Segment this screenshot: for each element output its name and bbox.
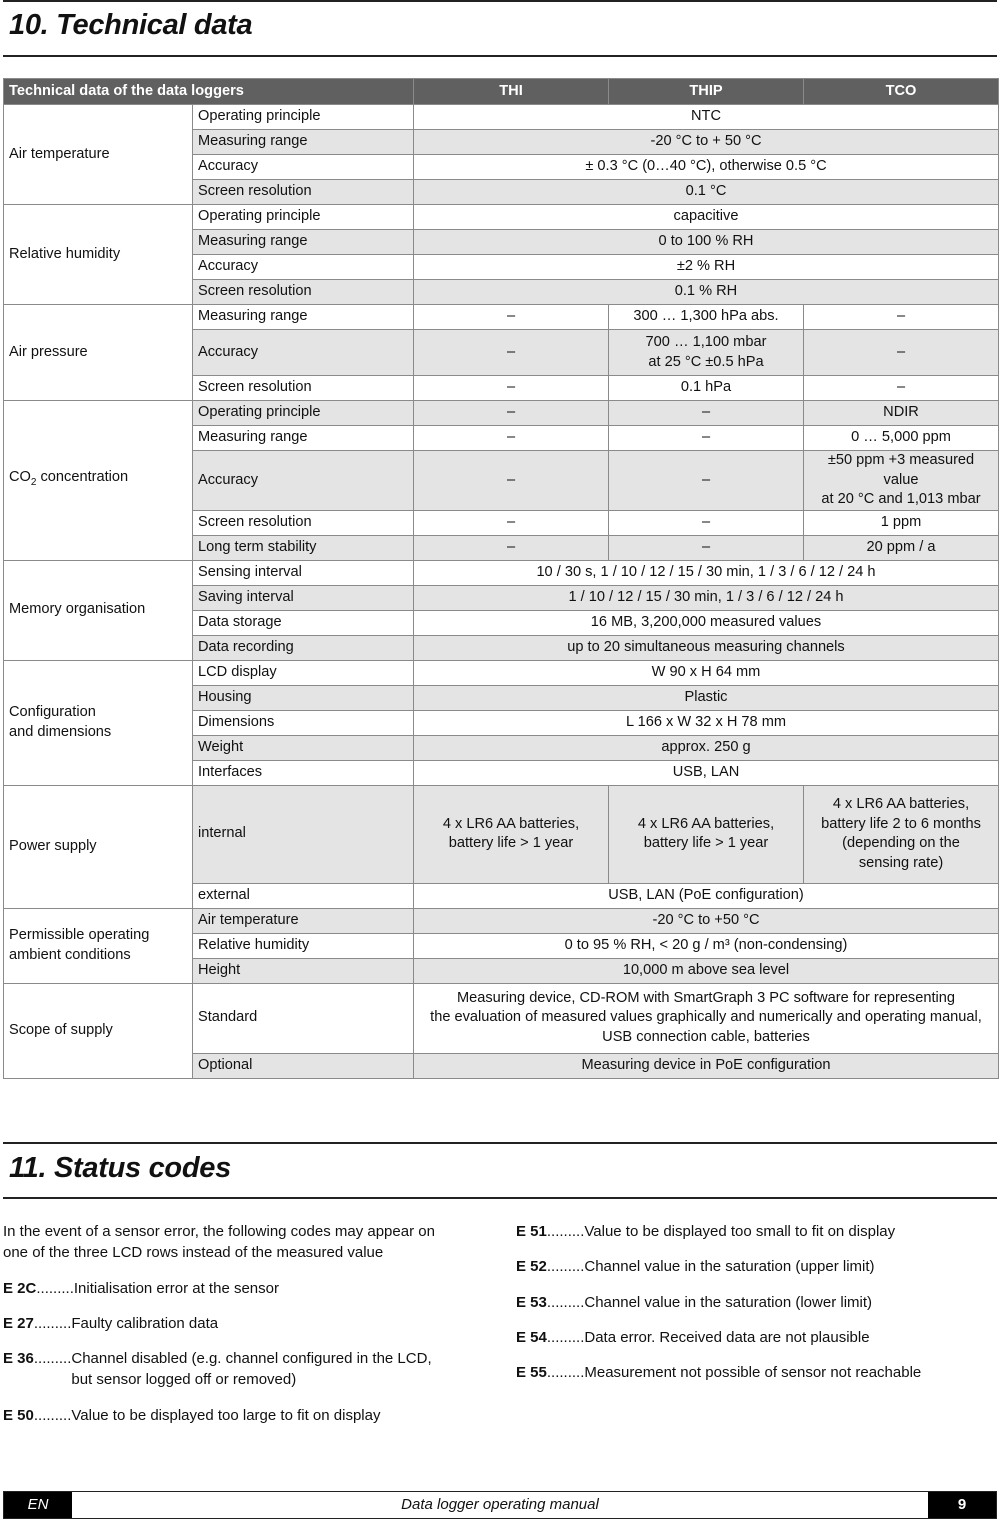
- table-row: [4, 983, 999, 1053]
- header-tco: TCO: [804, 79, 999, 105]
- value-cell: –: [414, 376, 609, 401]
- status-intro: In the event of a sensor error, the following codes may appear on one of the three LCD rows instead of the measured value: [3, 1223, 435, 1261]
- parameter-label: Dimensions: [193, 710, 414, 735]
- value-cell: NTC: [414, 105, 999, 130]
- group-label: Configuration and dimensions: [4, 660, 193, 785]
- status-description: Faulty calibration data: [71, 1315, 219, 1332]
- technical-data-table: [3, 78, 999, 1079]
- status-description: Channel value in the saturation (upper limit): [584, 1258, 875, 1275]
- parameter-label: Screen resolution: [193, 510, 414, 535]
- parameter-label: Standard: [193, 983, 414, 1053]
- value-cell: –: [414, 535, 609, 560]
- leader-dots: .........: [33, 1350, 72, 1367]
- status-description: Measurement not possible of sensor not reachable: [584, 1364, 922, 1381]
- section-11-rule: [3, 1197, 997, 1199]
- value-cell: ± 0.3 °C (0…40 °C), otherwise 0.5 °C: [414, 155, 999, 180]
- group-label: Air temperature: [4, 105, 193, 205]
- table-row: [4, 660, 999, 685]
- table-row: [4, 205, 999, 230]
- section-11-top-rule: [3, 1142, 997, 1144]
- status-description: Channel disabled (e.g. channel configured in the LCD, but sensor logged off or removed): [71, 1350, 432, 1388]
- status-code-item: [3, 1278, 279, 1299]
- status-code-item: [516, 1292, 872, 1313]
- leader-dots: .........: [36, 1280, 74, 1297]
- value-cell: –: [804, 330, 999, 376]
- parameter-label: Optional: [193, 1053, 414, 1078]
- table-row: [4, 908, 999, 933]
- group-label: Memory organisation: [4, 560, 193, 660]
- parameter-label: Weight: [193, 735, 414, 760]
- status-code: E 50: [3, 1407, 34, 1424]
- status-code-item: [516, 1362, 921, 1383]
- technical-data-body: [4, 105, 999, 1079]
- parameter-label: external: [193, 883, 414, 908]
- group-label: Air pressure: [4, 305, 193, 401]
- value-cell: 0.1 % RH: [414, 280, 999, 305]
- section-10-title: 10. Technical data: [9, 9, 253, 41]
- leader-dots: .........: [33, 1407, 72, 1424]
- status-code-item: [3, 1348, 432, 1390]
- status-description: Initialisation error at the sensor: [73, 1280, 279, 1297]
- value-cell: -20 °C to +50 °C: [414, 908, 999, 933]
- leader-dots: .........: [546, 1329, 585, 1346]
- value-cell: Measuring device, CD-ROM with SmartGraph 3 PC software for representing the evaluation of measured values graphically and numerically and operating manual, USB connection cable, batteries: [414, 983, 999, 1053]
- parameter-label: Housing: [193, 685, 414, 710]
- value-cell: 0 to 95 % RH, < 20 g / m³ (non-condensing): [414, 933, 999, 958]
- header-title: Technical data of the data loggers: [4, 79, 414, 105]
- top-rule: [3, 0, 997, 2]
- value-cell: 0 to 100 % RH: [414, 230, 999, 255]
- parameter-label: Screen resolution: [193, 280, 414, 305]
- parameter-label: Saving interval: [193, 585, 414, 610]
- value-cell: Measuring device in PoE configuration: [414, 1053, 999, 1078]
- parameter-label: Measuring range: [193, 426, 414, 451]
- parameter-label: Accuracy: [193, 330, 414, 376]
- parameter-label: Accuracy: [193, 255, 414, 280]
- value-cell: –: [414, 510, 609, 535]
- leader-dots: .........: [546, 1258, 585, 1275]
- table-row: [4, 105, 999, 130]
- parameter-label: internal: [193, 785, 414, 883]
- value-cell: 300 … 1,300 hPa abs.: [609, 305, 804, 330]
- parameter-label: Long term stability: [193, 535, 414, 560]
- value-cell: W 90 x H 64 mm: [414, 660, 999, 685]
- value-cell: USB, LAN (PoE configuration): [414, 883, 999, 908]
- value-cell: –: [609, 401, 804, 426]
- group-label: $CO_2$ concentration: [4, 401, 193, 561]
- status-code: E 52: [516, 1258, 547, 1275]
- value-cell: capacitive: [414, 205, 999, 230]
- parameter-label: Relative humidity: [193, 933, 414, 958]
- parameter-label: Data storage: [193, 610, 414, 635]
- parameter-label: LCD display: [193, 660, 414, 685]
- leader-dots: .........: [546, 1364, 585, 1381]
- value-cell: 700 … 1,100 mbar at 25 °C ±0.5 hPa: [609, 330, 804, 376]
- parameter-label: Screen resolution: [193, 376, 414, 401]
- value-cell: approx. 250 g: [414, 735, 999, 760]
- table-row: [4, 560, 999, 585]
- header-thip: THIP: [609, 79, 804, 105]
- page-footer: [3, 1491, 997, 1519]
- group-label: Permissible operating ambient conditions: [4, 908, 193, 983]
- status-description: Value to be displayed too small to fit on display: [584, 1223, 896, 1240]
- table-row: [4, 785, 999, 883]
- value-cell: Plastic: [414, 685, 999, 710]
- status-code: E 2C: [3, 1280, 37, 1297]
- value-cell: –: [414, 426, 609, 451]
- status-code: E 54: [516, 1329, 547, 1346]
- value-cell: L 166 x W 32 x H 78 mm: [414, 710, 999, 735]
- parameter-label: Operating principle: [193, 205, 414, 230]
- group-label: Scope of supply: [4, 983, 193, 1078]
- value-cell: –: [609, 426, 804, 451]
- status-code-item: [3, 1405, 380, 1426]
- leader-dots: .........: [33, 1315, 72, 1332]
- value-cell: 0 … 5,000 ppm: [804, 426, 999, 451]
- status-code-item: [3, 1313, 218, 1334]
- parameter-label: Measuring range: [193, 230, 414, 255]
- value-cell: NDIR: [804, 401, 999, 426]
- value-cell: 4 x LR6 AA batteries, battery life 2 to 6 months (depending on the sensing rate): [804, 785, 999, 883]
- status-description: Data error. Received data are not plausible: [584, 1329, 870, 1346]
- value-cell: –: [609, 451, 804, 511]
- parameter-label: Height: [193, 958, 414, 983]
- value-cell: USB, LAN: [414, 760, 999, 785]
- parameter-label: Interfaces: [193, 760, 414, 785]
- value-cell: 10 / 30 s, 1 / 10 / 12 / 15 / 30 min, 1 / 3 / 6 / 12 / 24 h: [414, 560, 999, 585]
- value-cell: 10,000 m above sea level: [414, 958, 999, 983]
- value-cell: –: [609, 535, 804, 560]
- parameter-label: Data recording: [193, 635, 414, 660]
- parameter-label: Measuring range: [193, 305, 414, 330]
- table-row: [4, 305, 999, 330]
- value-cell: ±2 % RH: [414, 255, 999, 280]
- value-cell: 4 x LR6 AA batteries, battery life > 1 year: [609, 785, 804, 883]
- value-cell: –: [804, 376, 999, 401]
- footer-title: Data logger operating manual: [401, 1496, 599, 1513]
- value-cell: –: [414, 451, 609, 511]
- group-label: Power supply: [4, 785, 193, 908]
- parameter-label: Accuracy: [193, 451, 414, 511]
- status-description: Channel value in the saturation (lower limit): [584, 1294, 873, 1311]
- footer-language: EN: [4, 1492, 72, 1518]
- value-cell: ±50 ppm +3 measured value at 20 °C and 1,013 mbar: [804, 451, 999, 511]
- value-cell: 16 MB, 3,200,000 measured values: [414, 610, 999, 635]
- group-label: Relative humidity: [4, 205, 193, 305]
- status-code: E 36: [3, 1350, 34, 1367]
- value-cell: 20 ppm / a: [804, 535, 999, 560]
- value-cell: 4 x LR6 AA batteries, battery life > 1 year: [414, 785, 609, 883]
- table-row: [4, 401, 999, 426]
- parameter-label: Air temperature: [193, 908, 414, 933]
- status-code-item: [516, 1327, 870, 1348]
- leader-dots: .........: [546, 1223, 585, 1240]
- section-10-rule: [3, 55, 997, 57]
- status-code-item: [516, 1221, 895, 1242]
- value-cell: up to 20 simultaneous measuring channels: [414, 635, 999, 660]
- parameter-label: Operating principle: [193, 401, 414, 426]
- header-thi: THI: [414, 79, 609, 105]
- value-cell: –: [414, 305, 609, 330]
- value-cell: 1 ppm: [804, 510, 999, 535]
- value-cell: 0.1 hPa: [609, 376, 804, 401]
- status-code: E 51: [516, 1223, 547, 1240]
- value-cell: –: [414, 401, 609, 426]
- status-code: E 53: [516, 1294, 547, 1311]
- value-cell: 1 / 10 / 12 / 15 / 30 min, 1 / 3 / 6 / 12 / 24 h: [414, 585, 999, 610]
- page-number: 9: [928, 1492, 996, 1518]
- parameter-label: Screen resolution: [193, 180, 414, 205]
- status-code: E 55: [516, 1364, 547, 1381]
- value-cell: 0.1 °C: [414, 180, 999, 205]
- status-description: Value to be displayed too large to fit on display: [71, 1407, 381, 1424]
- table-header-row: [4, 79, 999, 105]
- parameter-label: Operating principle: [193, 105, 414, 130]
- value-cell: –: [414, 330, 609, 376]
- status-code: E 27: [3, 1315, 34, 1332]
- section-11-title: 11. Status codes: [9, 1152, 231, 1184]
- value-cell: –: [609, 510, 804, 535]
- leader-dots: .........: [546, 1294, 585, 1311]
- parameter-label: Sensing interval: [193, 560, 414, 585]
- parameter-label: Measuring range: [193, 130, 414, 155]
- value-cell: -20 °C to + 50 °C: [414, 130, 999, 155]
- parameter-label: Accuracy: [193, 155, 414, 180]
- status-code-item: [516, 1256, 875, 1277]
- value-cell: –: [804, 305, 999, 330]
